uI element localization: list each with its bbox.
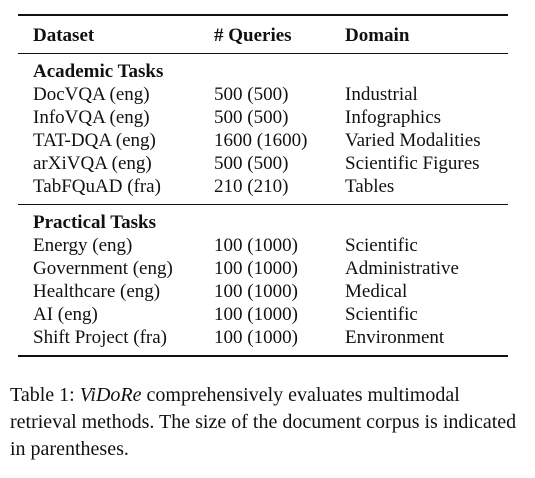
section-heading-row	[18, 205, 508, 235]
table-row	[18, 106, 508, 129]
cell-queries: 500 (500)	[214, 153, 289, 174]
cell-queries: 500 (500)	[214, 107, 289, 128]
cell-queries: 100 (1000)	[214, 258, 298, 279]
cell-dataset: Energy (eng)	[33, 235, 133, 256]
table-row	[18, 234, 508, 257]
cell-queries: 100 (1000)	[214, 327, 298, 348]
practical-section	[18, 205, 508, 357]
cell-queries: 100 (1000)	[214, 304, 298, 325]
cell-dataset: Healthcare (eng)	[33, 281, 161, 302]
cell-queries: 100 (1000)	[214, 235, 298, 256]
table-caption	[10, 382, 525, 463]
cell-domain: Varied Modalities	[345, 130, 481, 151]
table-row	[18, 257, 508, 280]
caption-label: Table 1:	[10, 384, 80, 406]
cell-domain: Medical	[345, 281, 408, 302]
table-row	[18, 175, 508, 205]
table-row	[18, 83, 508, 106]
table-row	[18, 152, 508, 175]
cell-dataset: arXiVQA (eng)	[33, 153, 152, 174]
header-domain: Domain	[345, 25, 410, 46]
cell-dataset: Shift Project (fra)	[33, 327, 168, 348]
cell-dataset: InfoVQA (eng)	[33, 107, 150, 128]
caption-text: comprehensively evaluates multimodal retrieval methods. The size of the document corpus is indicated in parentheses.	[10, 384, 517, 460]
table-row	[18, 303, 508, 326]
dataset-table	[18, 14, 508, 357]
cell-queries: 1600 (1600)	[214, 130, 308, 151]
table-row	[18, 129, 508, 152]
cell-dataset: TAT-DQA (eng)	[33, 130, 156, 151]
cell-domain: Environment	[345, 327, 445, 348]
cell-domain: Tables	[345, 176, 395, 197]
cell-domain: Administrative	[345, 258, 459, 279]
caption-emphasis: ViDoRe	[79, 384, 142, 406]
cell-domain: Infographics	[345, 107, 442, 128]
cell-queries: 500 (500)	[214, 84, 289, 105]
section-title: Practical Tasks	[33, 212, 156, 233]
header-queries: # Queries	[214, 25, 292, 46]
table-header-row	[18, 15, 508, 54]
table-row	[18, 280, 508, 303]
cell-queries: 210 (210)	[214, 176, 289, 197]
section-heading-row	[18, 54, 508, 84]
table-row	[18, 326, 508, 356]
cell-dataset: DocVQA (eng)	[33, 84, 150, 105]
cell-dataset: TabFQuAD (fra)	[33, 176, 161, 197]
cell-dataset: Government (eng)	[33, 258, 173, 279]
academic-section	[18, 54, 508, 205]
header-dataset: Dataset	[33, 25, 95, 46]
cell-domain: Industrial	[345, 84, 418, 105]
cell-domain: Scientific	[345, 235, 418, 256]
cell-dataset: AI (eng)	[33, 304, 98, 325]
cell-domain: Scientific	[345, 304, 418, 325]
section-title: Academic Tasks	[33, 61, 164, 82]
cell-domain: Scientific Figures	[345, 153, 480, 174]
results-table-container	[18, 14, 508, 357]
cell-queries: 100 (1000)	[214, 281, 298, 302]
